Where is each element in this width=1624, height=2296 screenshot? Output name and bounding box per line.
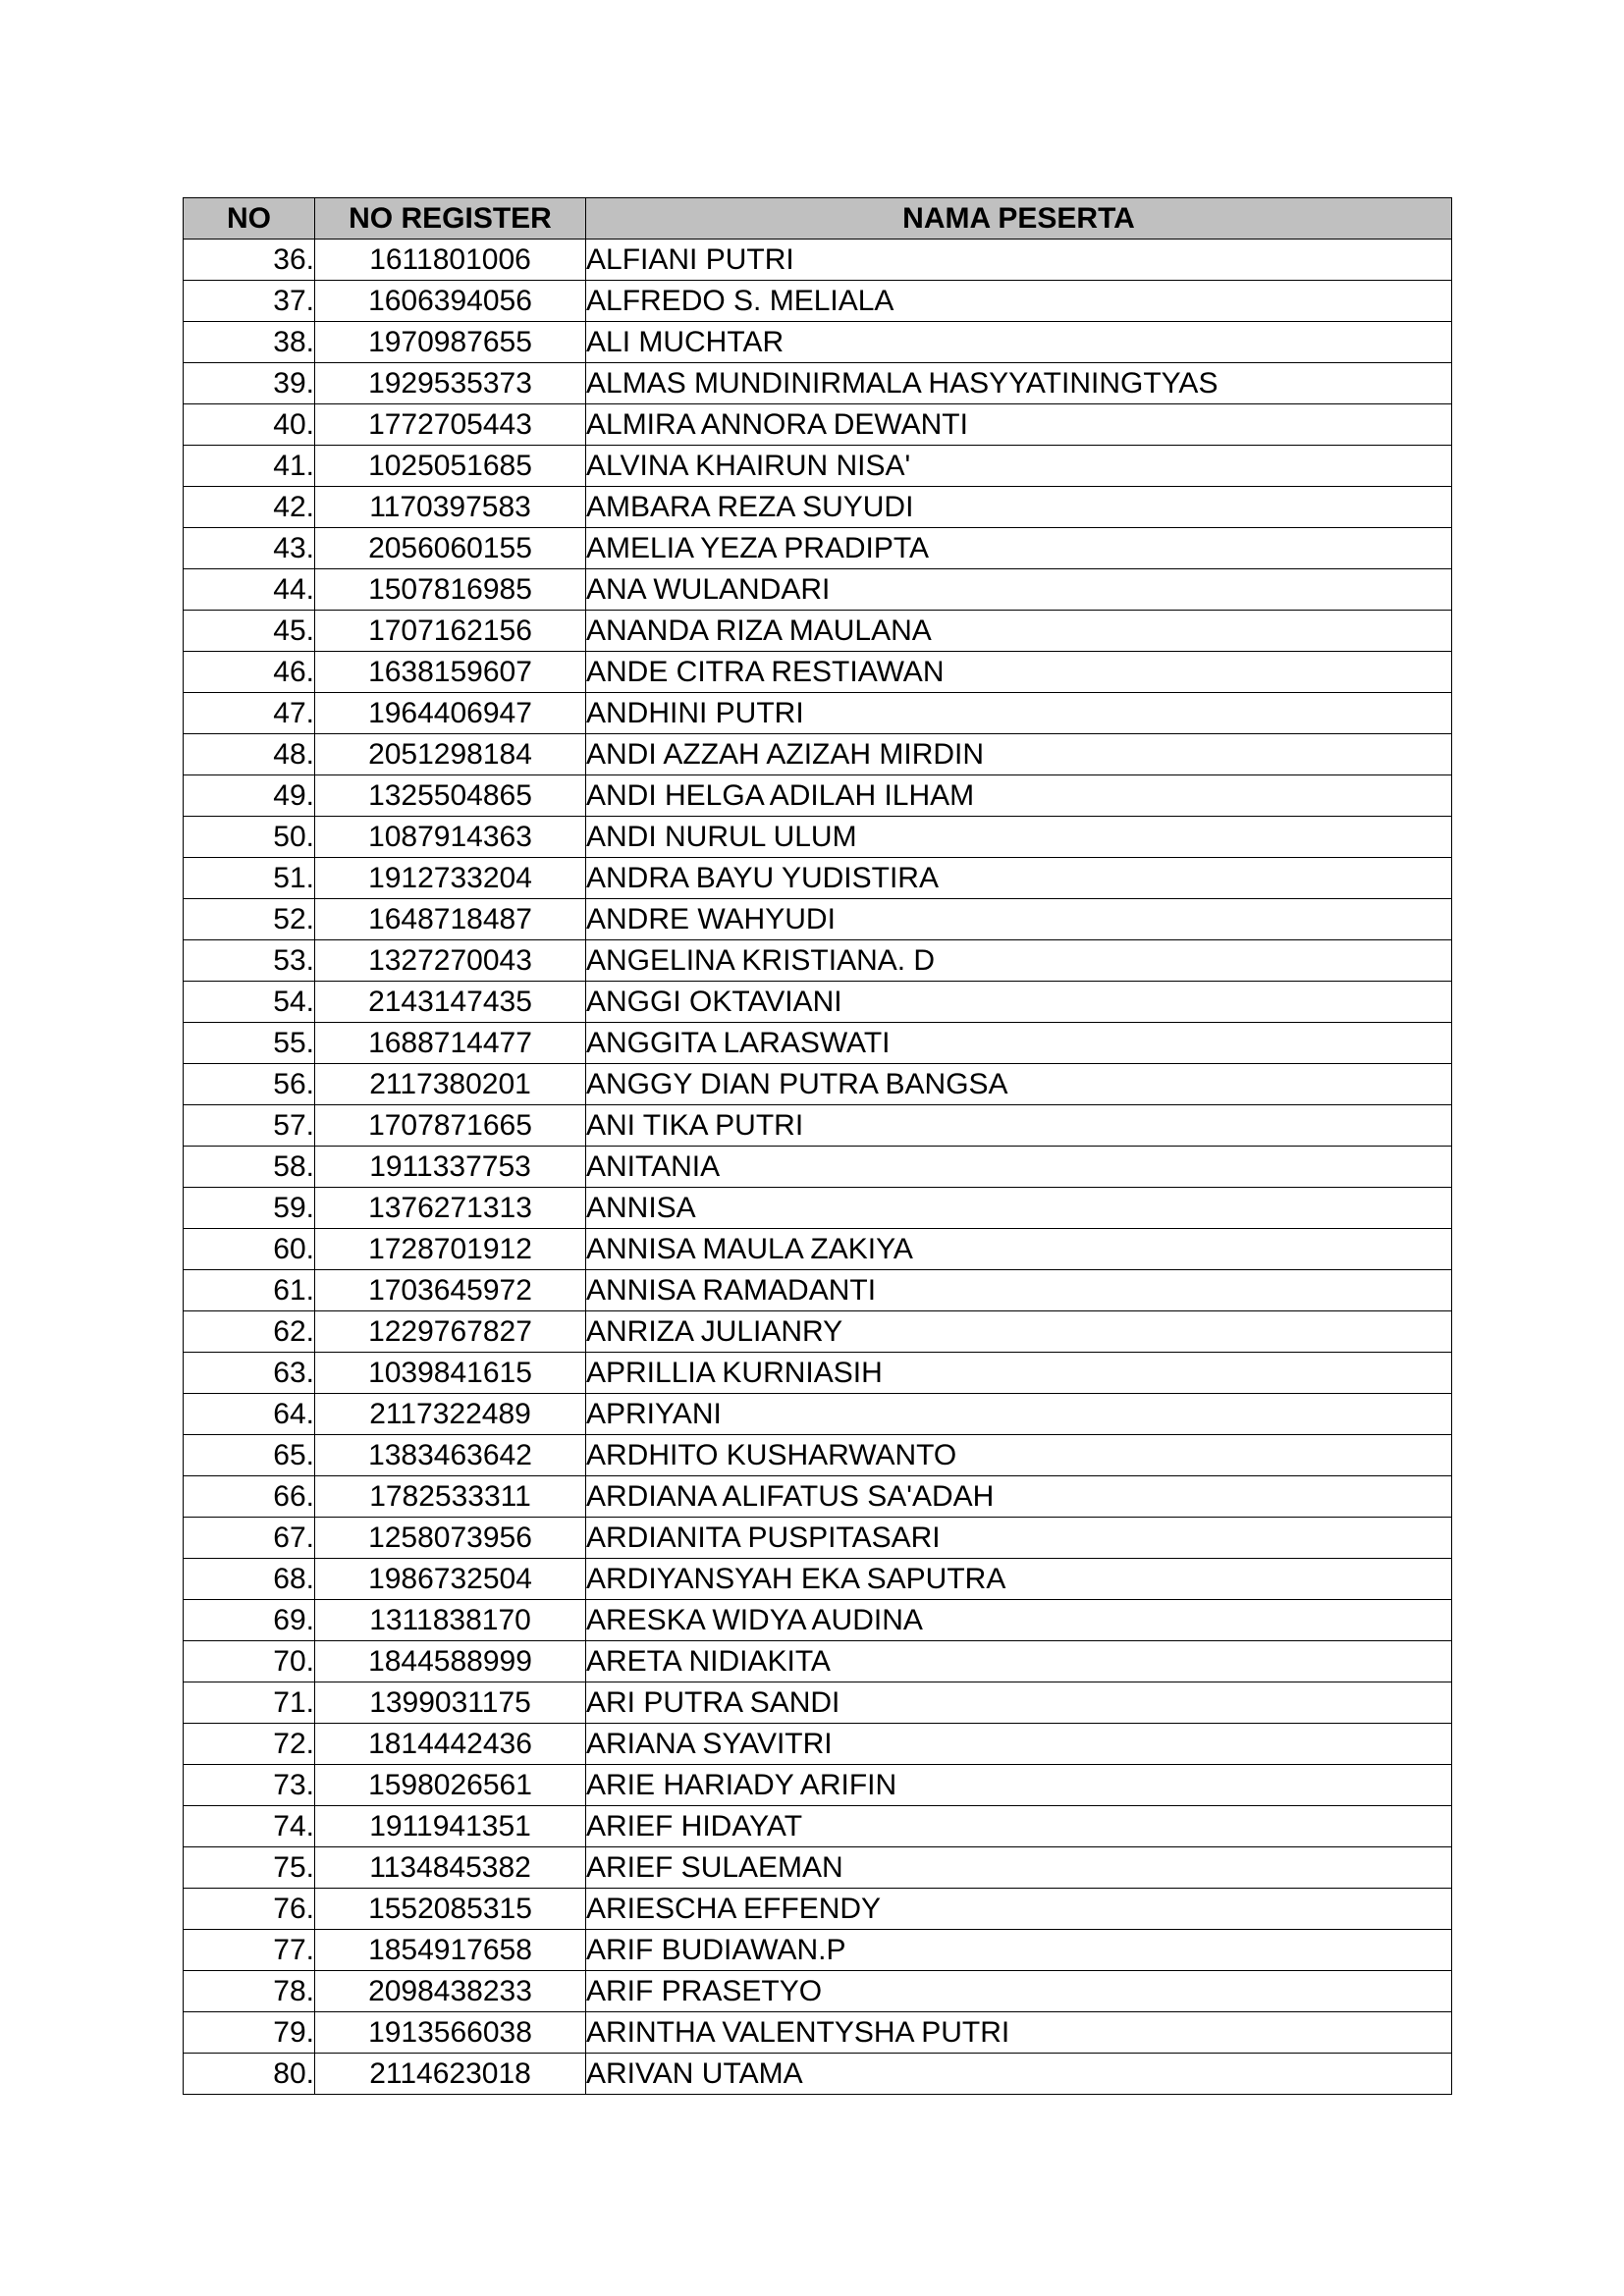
cell-register-number: 1772705443	[315, 404, 586, 446]
table-row	[184, 1847, 1452, 1889]
cell-register-number: 1507816985	[315, 569, 586, 611]
table-row	[184, 1394, 1452, 1435]
cell-register-number: 2056060155	[315, 528, 586, 569]
table-row	[184, 817, 1452, 858]
table-row	[184, 1188, 1452, 1229]
cell-register-number: 2117380201	[315, 1064, 586, 1105]
cell-register-number: 1911941351	[315, 1806, 586, 1847]
cell-no: 39.	[184, 363, 315, 404]
cell-participant-name: ARIANA SYAVITRI	[586, 1724, 1452, 1765]
cell-no: 40.	[184, 404, 315, 446]
cell-no: 36.	[184, 240, 315, 281]
cell-no: 41.	[184, 446, 315, 487]
cell-participant-name: APRIYANI	[586, 1394, 1452, 1435]
cell-register-number: 1638159607	[315, 652, 586, 693]
cell-no: 72.	[184, 1724, 315, 1765]
table-row	[184, 1806, 1452, 1847]
cell-no: 37.	[184, 281, 315, 322]
cell-register-number: 1929535373	[315, 363, 586, 404]
cell-no: 76.	[184, 1889, 315, 1930]
cell-register-number: 2114623018	[315, 2054, 586, 2095]
cell-no: 69.	[184, 1600, 315, 1641]
column-header-name: NAMA PESERTA	[586, 198, 1452, 240]
cell-no: 50.	[184, 817, 315, 858]
cell-participant-name: ARIESCHA EFFENDY	[586, 1889, 1452, 1930]
cell-register-number: 1970987655	[315, 322, 586, 363]
cell-register-number: 1376271313	[315, 1188, 586, 1229]
table-row	[184, 487, 1452, 528]
cell-no: 77.	[184, 1930, 315, 1971]
table-row	[184, 1971, 1452, 2012]
table-row	[184, 2012, 1452, 2054]
cell-participant-name: ANANDA RIZA MAULANA	[586, 611, 1452, 652]
cell-participant-name: ANRIZA JULIANRY	[586, 1311, 1452, 1353]
table-row	[184, 1765, 1452, 1806]
cell-no: 44.	[184, 569, 315, 611]
cell-register-number: 1707162156	[315, 611, 586, 652]
table-body	[184, 240, 1452, 2095]
cell-no: 49.	[184, 775, 315, 817]
table-row	[184, 1724, 1452, 1765]
cell-no: 48.	[184, 734, 315, 775]
cell-no: 43.	[184, 528, 315, 569]
table-row	[184, 2054, 1452, 2095]
cell-register-number: 1399031175	[315, 1682, 586, 1724]
cell-register-number: 2143147435	[315, 982, 586, 1023]
cell-no: 53.	[184, 940, 315, 982]
cell-register-number: 1912733204	[315, 858, 586, 899]
table-row	[184, 940, 1452, 982]
cell-participant-name: ANNISA	[586, 1188, 1452, 1229]
cell-participant-name: ANNISA RAMADANTI	[586, 1270, 1452, 1311]
cell-no: 74.	[184, 1806, 315, 1847]
cell-register-number: 1311838170	[315, 1600, 586, 1641]
cell-participant-name: ARIVAN UTAMA	[586, 2054, 1452, 2095]
cell-participant-name: ANDI NURUL ULUM	[586, 817, 1452, 858]
column-header-no: NO	[184, 198, 315, 240]
cell-participant-name: ALVINA KHAIRUN NISA'	[586, 446, 1452, 487]
table-row	[184, 1559, 1452, 1600]
table-row	[184, 404, 1452, 446]
cell-register-number: 1854917658	[315, 1930, 586, 1971]
cell-no: 51.	[184, 858, 315, 899]
cell-register-number: 1383463642	[315, 1435, 586, 1476]
cell-register-number: 1258073956	[315, 1518, 586, 1559]
cell-participant-name: ANDI HELGA ADILAH ILHAM	[586, 775, 1452, 817]
cell-no: 62.	[184, 1311, 315, 1353]
cell-no: 67.	[184, 1518, 315, 1559]
cell-register-number: 1782533311	[315, 1476, 586, 1518]
participant-table	[183, 197, 1452, 2095]
cell-participant-name: ANITANIA	[586, 1147, 1452, 1188]
cell-register-number: 1986732504	[315, 1559, 586, 1600]
cell-register-number: 1552085315	[315, 1889, 586, 1930]
table-row	[184, 1229, 1452, 1270]
cell-no: 60.	[184, 1229, 315, 1270]
cell-register-number: 1598026561	[315, 1765, 586, 1806]
cell-register-number: 2098438233	[315, 1971, 586, 2012]
cell-no: 64.	[184, 1394, 315, 1435]
table-row	[184, 1641, 1452, 1682]
cell-register-number: 1913566038	[315, 2012, 586, 2054]
table-row	[184, 363, 1452, 404]
cell-participant-name: ANGELINA KRISTIANA. D	[586, 940, 1452, 982]
cell-participant-name: ARIF PRASETYO	[586, 1971, 1452, 2012]
cell-register-number: 1229767827	[315, 1311, 586, 1353]
table-row	[184, 528, 1452, 569]
cell-participant-name: ARIEF HIDAYAT	[586, 1806, 1452, 1847]
column-header-register: NO REGISTER	[315, 198, 586, 240]
table-row	[184, 775, 1452, 817]
cell-participant-name: ANDE CITRA RESTIAWAN	[586, 652, 1452, 693]
cell-participant-name: ANA WULANDARI	[586, 569, 1452, 611]
table-row	[184, 1023, 1452, 1064]
cell-participant-name: ARI PUTRA SANDI	[586, 1682, 1452, 1724]
cell-register-number: 2051298184	[315, 734, 586, 775]
cell-register-number: 1964406947	[315, 693, 586, 734]
cell-no: 75.	[184, 1847, 315, 1889]
cell-no: 71.	[184, 1682, 315, 1724]
cell-no: 63.	[184, 1353, 315, 1394]
cell-no: 57.	[184, 1105, 315, 1147]
cell-participant-name: ARIE HARIADY ARIFIN	[586, 1765, 1452, 1806]
cell-participant-name: ANNISA MAULA ZAKIYA	[586, 1229, 1452, 1270]
cell-register-number: 1134845382	[315, 1847, 586, 1889]
table-row	[184, 446, 1452, 487]
cell-no: 38.	[184, 322, 315, 363]
cell-register-number: 1170397583	[315, 487, 586, 528]
cell-participant-name: ALMIRA ANNORA DEWANTI	[586, 404, 1452, 446]
cell-participant-name: ARETA NIDIAKITA	[586, 1641, 1452, 1682]
cell-no: 79.	[184, 2012, 315, 2054]
cell-no: 68.	[184, 1559, 315, 1600]
table-row	[184, 1270, 1452, 1311]
cell-no: 59.	[184, 1188, 315, 1229]
table-row	[184, 611, 1452, 652]
table-row	[184, 1311, 1452, 1353]
cell-participant-name: ARIEF SULAEMAN	[586, 1847, 1452, 1889]
cell-participant-name: ANGGITA LARASWATI	[586, 1023, 1452, 1064]
cell-no: 56.	[184, 1064, 315, 1105]
cell-register-number: 1844588999	[315, 1641, 586, 1682]
cell-no: 42.	[184, 487, 315, 528]
cell-participant-name: ALI MUCHTAR	[586, 322, 1452, 363]
cell-participant-name: ARIF BUDIAWAN.P	[586, 1930, 1452, 1971]
cell-participant-name: ARDIANITA PUSPITASARI	[586, 1518, 1452, 1559]
cell-register-number: 1606394056	[315, 281, 586, 322]
cell-participant-name: ALMAS MUNDINIRMALA HASYYATININGTYAS	[586, 363, 1452, 404]
cell-no: 66.	[184, 1476, 315, 1518]
cell-register-number: 1648718487	[315, 899, 586, 940]
cell-participant-name: ARDIYANSYAH EKA SAPUTRA	[586, 1559, 1452, 1600]
cell-no: 58.	[184, 1147, 315, 1188]
table-row	[184, 982, 1452, 1023]
table-row	[184, 1518, 1452, 1559]
cell-no: 61.	[184, 1270, 315, 1311]
table-row	[184, 693, 1452, 734]
table-row	[184, 569, 1452, 611]
cell-no: 46.	[184, 652, 315, 693]
cell-participant-name: ALFREDO S. MELIALA	[586, 281, 1452, 322]
cell-no: 70.	[184, 1641, 315, 1682]
table-row	[184, 1147, 1452, 1188]
cell-participant-name: AMBARA REZA SUYUDI	[586, 487, 1452, 528]
cell-no: 45.	[184, 611, 315, 652]
table-row	[184, 240, 1452, 281]
cell-no: 47.	[184, 693, 315, 734]
cell-register-number: 1611801006	[315, 240, 586, 281]
cell-no: 55.	[184, 1023, 315, 1064]
cell-register-number: 1707871665	[315, 1105, 586, 1147]
cell-register-number: 1327270043	[315, 940, 586, 982]
cell-participant-name: ANDRA BAYU YUDISTIRA	[586, 858, 1452, 899]
table-row	[184, 1435, 1452, 1476]
cell-participant-name: ARESKA WIDYA AUDINA	[586, 1600, 1452, 1641]
cell-register-number: 2117322489	[315, 1394, 586, 1435]
cell-participant-name: ANI TIKA PUTRI	[586, 1105, 1452, 1147]
cell-participant-name: ARINTHA VALENTYSHA PUTRI	[586, 2012, 1452, 2054]
table-row	[184, 652, 1452, 693]
table-row	[184, 1353, 1452, 1394]
cell-register-number: 1039841615	[315, 1353, 586, 1394]
table-row	[184, 1889, 1452, 1930]
table-row	[184, 281, 1452, 322]
table-row	[184, 1105, 1452, 1147]
cell-participant-name: ANGGY DIAN PUTRA BANGSA	[586, 1064, 1452, 1105]
cell-register-number: 1087914363	[315, 817, 586, 858]
table-row	[184, 899, 1452, 940]
cell-participant-name: ALFIANI PUTRI	[586, 240, 1452, 281]
cell-register-number: 1025051685	[315, 446, 586, 487]
table-row	[184, 1476, 1452, 1518]
cell-participant-name: AMELIA YEZA PRADIPTA	[586, 528, 1452, 569]
cell-no: 78.	[184, 1971, 315, 2012]
cell-participant-name: ANGGI OKTAVIANI	[586, 982, 1452, 1023]
cell-participant-name: ARDHITO KUSHARWANTO	[586, 1435, 1452, 1476]
cell-participant-name: APRILLIA KURNIASIH	[586, 1353, 1452, 1394]
cell-register-number: 1703645972	[315, 1270, 586, 1311]
table-row	[184, 858, 1452, 899]
cell-participant-name: ARDIANA ALIFATUS SA'ADAH	[586, 1476, 1452, 1518]
cell-register-number: 1728701912	[315, 1229, 586, 1270]
table-row	[184, 1064, 1452, 1105]
cell-participant-name: ANDI AZZAH AZIZAH MIRDIN	[586, 734, 1452, 775]
cell-no: 80.	[184, 2054, 315, 2095]
cell-no: 54.	[184, 982, 315, 1023]
table-header-row	[184, 198, 1452, 240]
cell-register-number: 1688714477	[315, 1023, 586, 1064]
table-row	[184, 1682, 1452, 1724]
table-row	[184, 734, 1452, 775]
cell-no: 73.	[184, 1765, 315, 1806]
cell-register-number: 1911337753	[315, 1147, 586, 1188]
cell-participant-name: ANDRE WAHYUDI	[586, 899, 1452, 940]
cell-register-number: 1814442436	[315, 1724, 586, 1765]
cell-participant-name: ANDHINI PUTRI	[586, 693, 1452, 734]
table-row	[184, 1600, 1452, 1641]
cell-register-number: 1325504865	[315, 775, 586, 817]
cell-no: 65.	[184, 1435, 315, 1476]
cell-no: 52.	[184, 899, 315, 940]
table-row	[184, 1930, 1452, 1971]
table-row	[184, 322, 1452, 363]
